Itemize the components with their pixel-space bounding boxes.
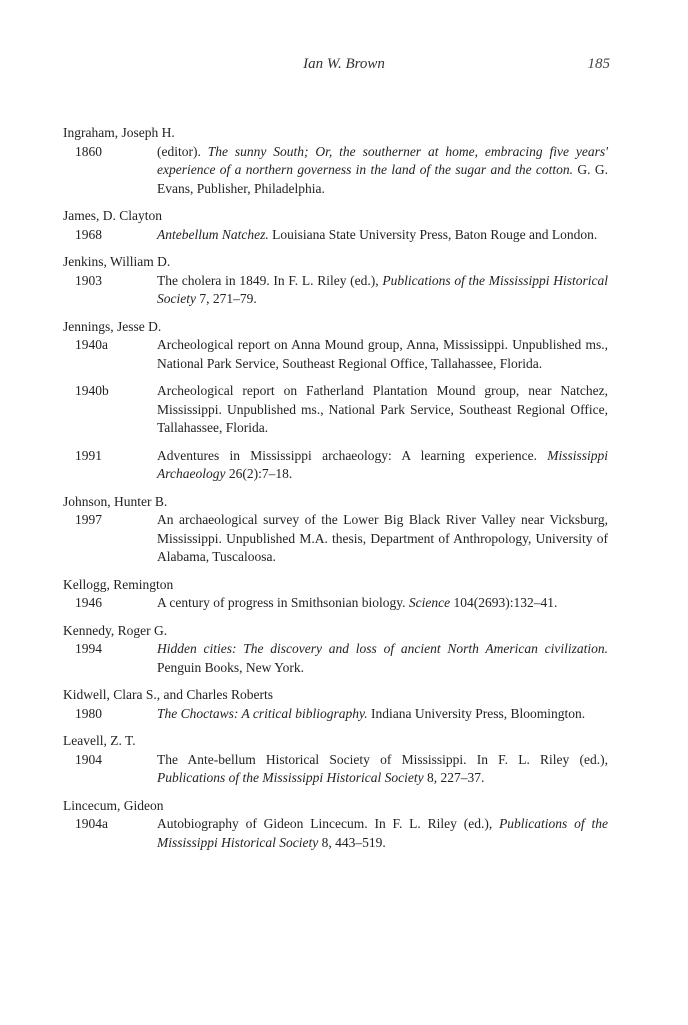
reference-entry <box>63 686 608 723</box>
running-header-author: Ian W. Brown <box>303 56 385 72</box>
page-number: 185 <box>587 56 610 72</box>
citation-text: 26(2):7–18. <box>225 466 293 481</box>
reference-work <box>63 705 608 724</box>
reference-list <box>63 124 608 861</box>
citation-text: Penguin Books, New York. <box>157 659 305 675</box>
citation-text: Adventures in Mississippi archaeology: A learning experience. <box>157 447 548 463</box>
reference-citation <box>157 226 608 245</box>
reference-year: 1904 <box>75 751 102 767</box>
reference-author: Kennedy, Roger G. <box>63 622 168 638</box>
reference-entry <box>63 253 608 309</box>
citation-text: 8, 443–519. <box>318 834 386 850</box>
reference-entry <box>63 732 608 788</box>
reference-year: 1980 <box>75 705 102 721</box>
reference-year: 1904a <box>75 816 108 831</box>
reference-work <box>63 640 608 677</box>
reference-citation <box>157 751 608 788</box>
reference-work <box>63 272 608 309</box>
reference-author: James, D. Clayton <box>63 208 162 223</box>
reference-citation <box>157 143 608 199</box>
citation-text: Autobiography of Gideon Lincecum. In F. L. Riley (ed.), <box>157 816 500 831</box>
citation-italic-title: Antebellum Natchez. <box>157 226 269 242</box>
reference-entry <box>63 207 608 244</box>
reference-work <box>63 594 608 613</box>
reference-year: 1968 <box>75 226 102 242</box>
reference-citation <box>157 594 608 613</box>
reference-author: Lincecum, Gideon <box>63 797 164 813</box>
reference-author: Kidwell, Clara S., and Charles Roberts <box>63 687 273 702</box>
citation-italic-title: Hidden cities: The discovery and loss of ancient North American civilization. <box>157 641 608 656</box>
citation-italic-title: The sunny South; Or, the southerner at home, embracing five years' experience of a northern governess in the land of the sugar and the cotton. <box>157 143 608 177</box>
citation-italic-title: Mississippi Archaeology <box>157 447 608 481</box>
reference-author: Johnson, Hunter B. <box>63 493 168 509</box>
citation-text: Archeological report on Fatherland Plantation Mound group, near Natchez, Mississippi. Unpublished ms., National Park Service, Southeast Regional Office, Tallahassee, Florida. <box>157 383 608 435</box>
reference-entry <box>63 124 608 198</box>
citation-text: 8, 227–37. <box>423 770 485 785</box>
reference-work <box>63 815 608 852</box>
reference-year: 1997 <box>75 512 102 527</box>
reference-author: Kellogg, Remington <box>63 576 174 592</box>
reference-citation <box>157 447 608 484</box>
reference-entry <box>63 493 608 567</box>
reference-entry <box>63 318 608 484</box>
reference-year: 1940a <box>75 337 108 352</box>
reference-work <box>63 511 608 567</box>
reference-entry <box>63 797 608 853</box>
citation-text: The Ante-bellum Historical Society of Mississippi. In F. L. Riley (ed.), <box>157 751 608 767</box>
reference-year: 1860 <box>75 143 102 159</box>
citation-text: Archeological report on Anna Mound group, Anna, Mississippi. Unpublished ms., National Park Service, Southeast Regional Office, Tallahassee, Florida. <box>157 337 608 371</box>
citation-italic-title: Publications of the Mississippi Historical Society <box>157 816 608 850</box>
citation-italic-title: The Choctaws: A critical bibliography. <box>157 705 368 721</box>
reference-work <box>63 226 608 245</box>
citation-italic-title: Science <box>408 595 451 610</box>
reference-citation <box>157 705 608 724</box>
reference-author: Jenkins, William D. <box>63 254 171 269</box>
citation-text: An archaeological survey of the Lower Big Black River Valley near Vicksburg, Mississippi. Unpublished M.A. thesis, Department of Anthropology, University of Alabama, Tuscaloosa. <box>157 512 608 564</box>
citation-text: Louisiana State University Press, Baton Rouge and London. <box>268 226 598 242</box>
citation-text: A century of progress in Smithsonian biology. <box>157 595 409 610</box>
reference-work <box>63 751 608 788</box>
reference-citation <box>157 640 608 677</box>
citation-text: (editor). <box>157 143 208 159</box>
reference-year: 1991 <box>75 447 102 463</box>
reference-entry <box>63 622 608 678</box>
reference-citation <box>157 272 608 309</box>
reference-work <box>63 143 608 199</box>
reference-citation <box>157 815 608 852</box>
reference-entry <box>63 576 608 613</box>
citation-text: 104(2693):132–41. <box>450 595 558 610</box>
reference-work <box>63 336 608 373</box>
reference-year: 1940b <box>75 383 109 398</box>
reference-work <box>63 447 608 484</box>
reference-author: Leavell, Z. T. <box>63 733 136 748</box>
reference-author: Ingraham, Joseph H. <box>63 125 175 140</box>
reference-citation <box>157 511 608 567</box>
reference-citation <box>157 382 608 438</box>
citation-text: G. G. Evans, Publisher, Philadelphia. <box>157 162 608 196</box>
citation-italic-title: Publications of the Mississippi Historical Society <box>157 770 424 785</box>
citation-text: Indiana University Press, Bloomington. <box>367 705 586 721</box>
citation-text: The cholera in 1849. In F. L. Riley (ed.), <box>157 272 383 288</box>
citation-italic-title: Publications of the Mississippi Historical Society <box>157 272 608 306</box>
reference-year: 1994 <box>75 641 102 656</box>
reference-author: Jennings, Jesse D. <box>63 318 162 334</box>
reference-year: 1903 <box>75 272 102 288</box>
reference-year: 1946 <box>75 595 102 610</box>
reference-citation <box>157 336 608 373</box>
citation-text: 7, 271–79. <box>195 291 257 306</box>
reference-work <box>63 382 608 438</box>
